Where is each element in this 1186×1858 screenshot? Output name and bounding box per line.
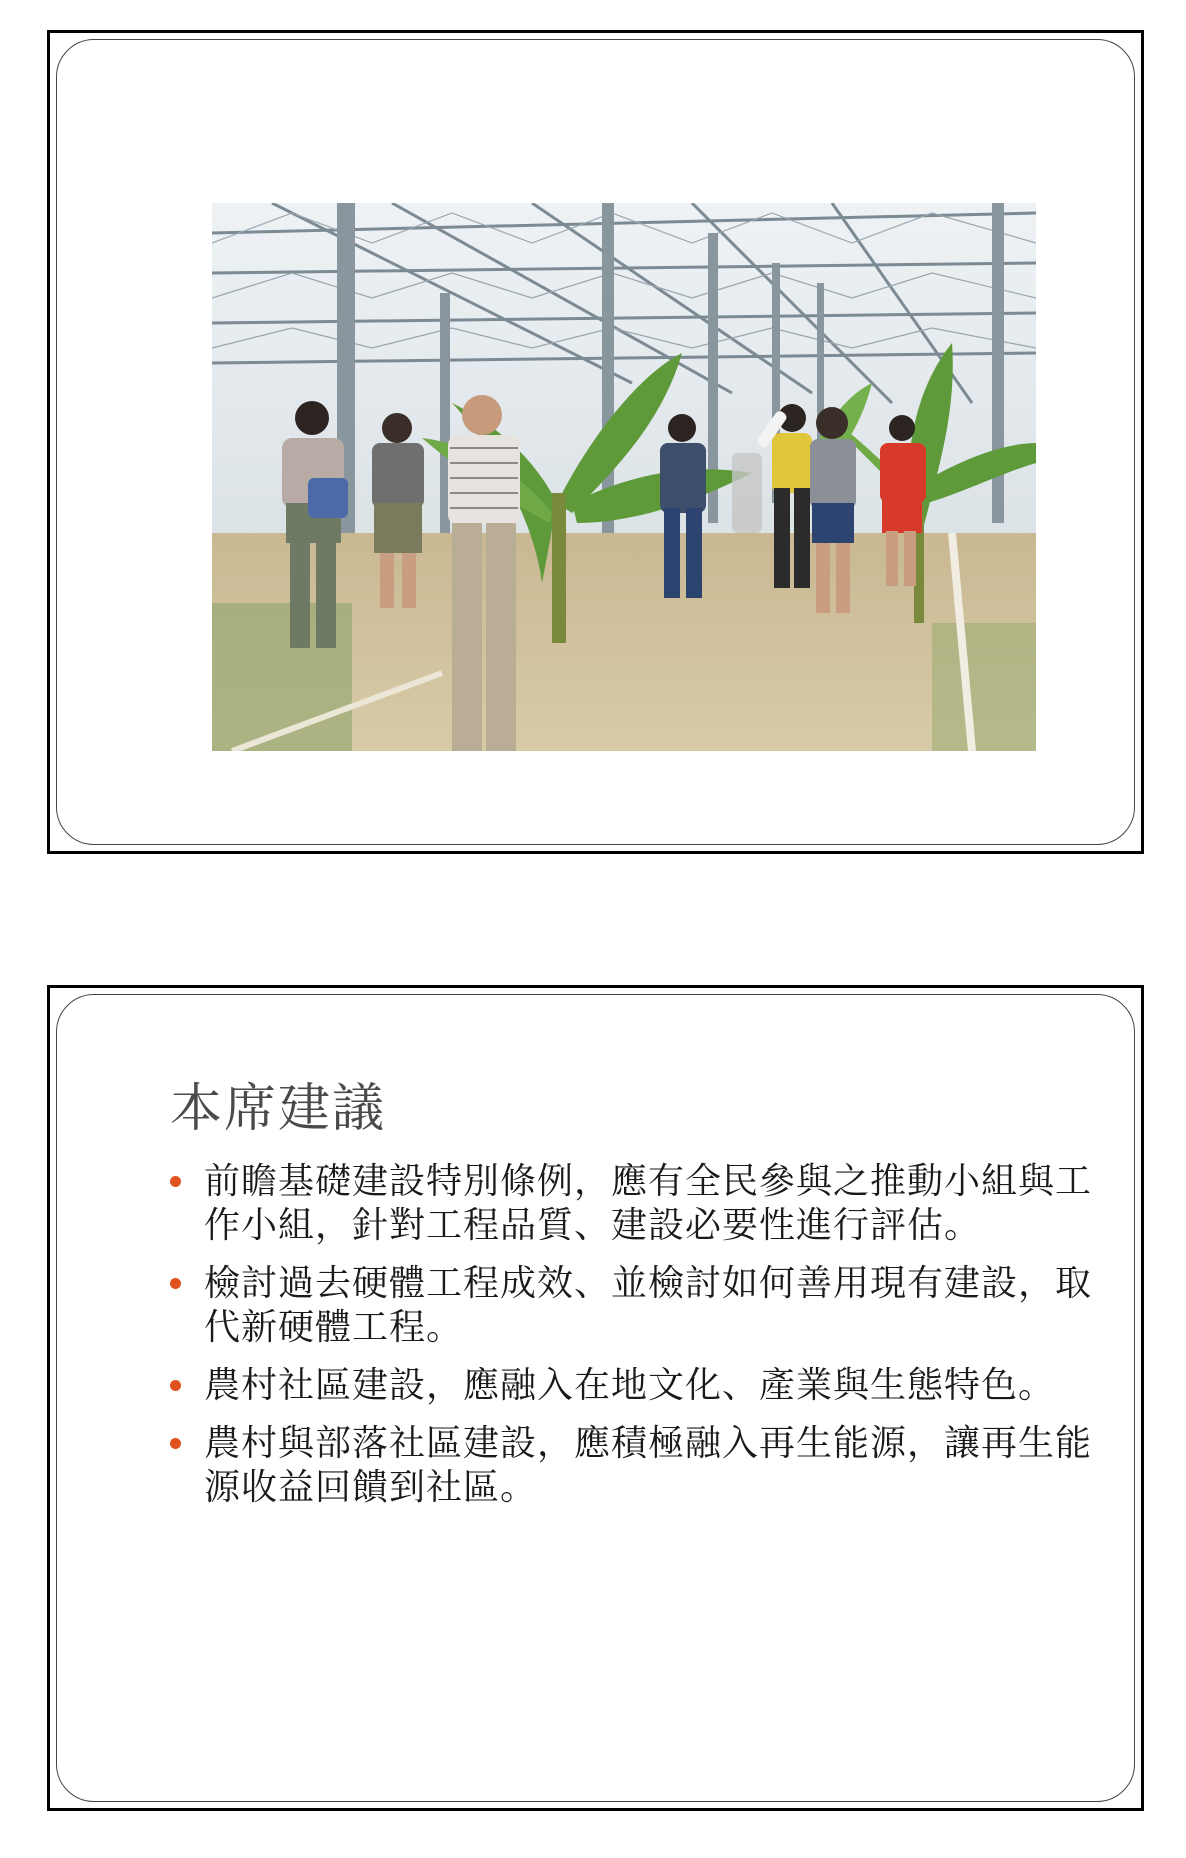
- bullet-dot-icon: [170, 1278, 181, 1289]
- bullet-item-4: [168, 1422, 1098, 1510]
- bullet-text-2: 檢討過去硬體工程成效、並檢討如何善用現有建設，取代新硬體工程。: [204, 1263, 1093, 1348]
- bullet-text-3: 農村社區建設，應融入在地文化、產業與生態特色。: [204, 1365, 1056, 1406]
- bullet-item-3: [168, 1364, 1098, 1408]
- bullet-text-1: 前瞻基礎建設特別條例，應有全民參與之推動小組與工作小組，針對工程品質、建設必要性進行評估。: [204, 1161, 1093, 1246]
- bullet-list: [168, 1160, 1098, 1524]
- greenhouse-photo: [212, 203, 1036, 751]
- bullet-dot-icon: [170, 1176, 181, 1187]
- slide-2: [47, 985, 1144, 1811]
- slide-title: 本席建議: [170, 1079, 387, 1139]
- greenhouse-photo-image: [212, 203, 1036, 751]
- bullet-dot-icon: [170, 1380, 181, 1391]
- bullet-dot-icon: [170, 1438, 181, 1449]
- slide-1: [47, 30, 1144, 854]
- bullet-item-2: [168, 1262, 1098, 1350]
- bullet-text-4: 農村與部落社區建設，應積極融入再生能源，讓再生能源收益回饋到社區。: [204, 1423, 1093, 1508]
- bullet-item-1: [168, 1160, 1098, 1248]
